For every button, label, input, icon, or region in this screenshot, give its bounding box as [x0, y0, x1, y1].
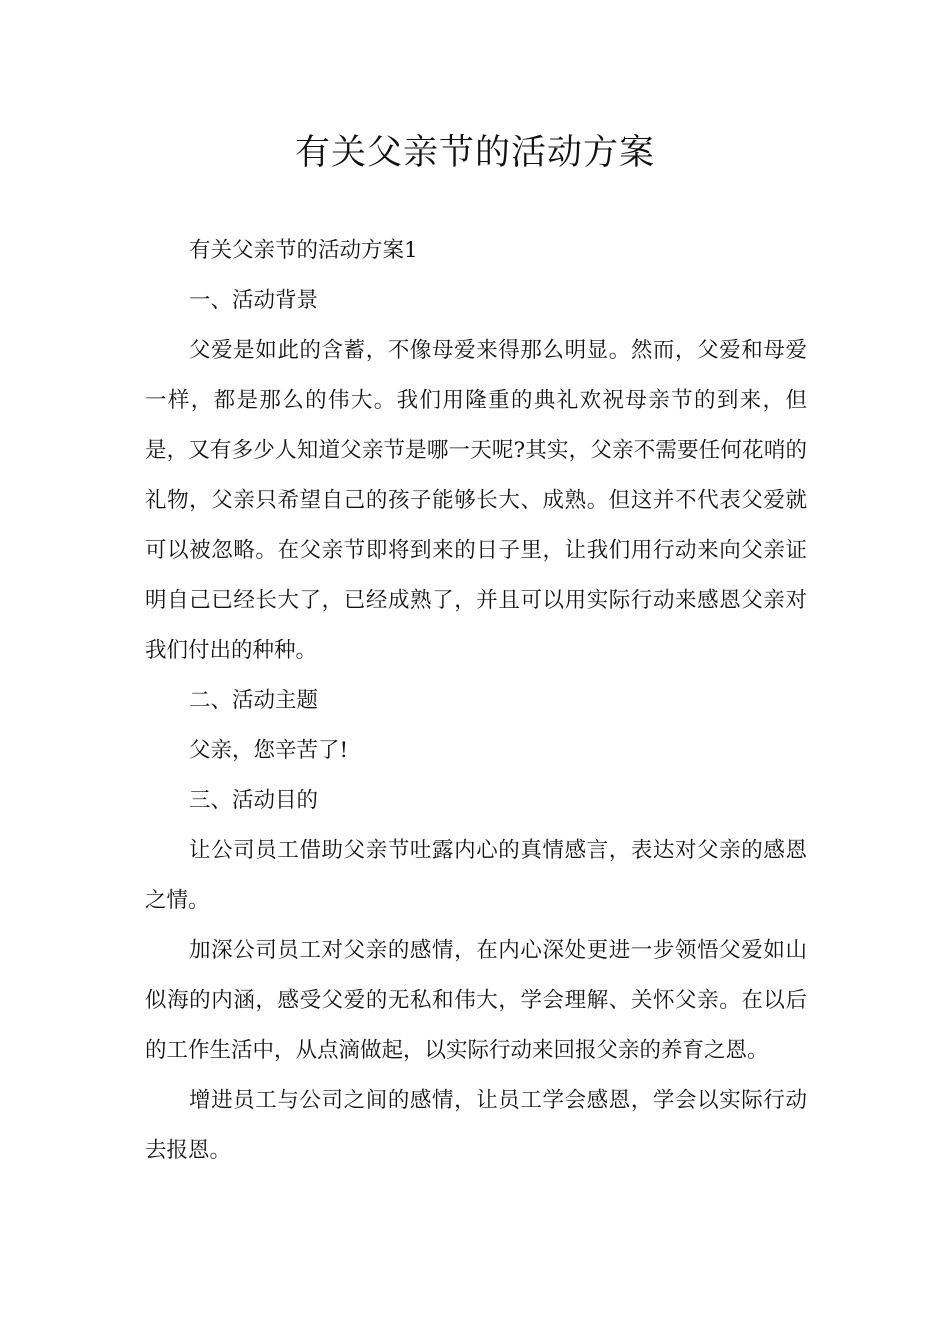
paragraph-purpose-1: 让公司员工借助父亲节吐露内心的真情感言，表达对父亲的感恩之情。: [145, 838, 807, 913]
paragraph-theme: 父亲，您辛苦了!: [189, 738, 349, 763]
paragraph-purpose-2: 加深公司员工对父亲的感情，在内心深处更进一步领悟父爱如山似海的内涵，感受父爱的无私和伟大，学会理解、关怀父亲。在以后的工作生活中，从点滴做起，以实际行动来回报父亲的养育之恩。: [145, 938, 807, 1063]
section-heading-theme: 二、活动主题: [189, 688, 319, 713]
document-title: 有关父亲节的活动方案: [294, 133, 655, 173]
section-heading-purpose: 三、活动目的: [189, 788, 319, 813]
paragraph-background: 父爱是如此的含蓄，不像母爱来得那么明显。然而，父爱和母爱一样，都是那么的伟大。我们用隆重的典礼欢祝母亲节的到来，但是，又有多少人知道父亲节是哪一天呢?其实，父亲不需要任何花哨的礼物，父亲只希望自己的孩子能够长大、成熟。但这并不代表父爱就可以被忽略。在父亲节即将到来的日子里，让我们用行动来向父亲证明自己已经长大了，已经成熟了，并且可以用实际行动来感恩父亲对我们付出的种种。: [145, 338, 807, 663]
paragraph-purpose-3: 增进员工与公司之间的感情，让员工学会感恩，学会以实际行动去报恩。: [145, 1088, 807, 1163]
document-body: [145, 226, 807, 1176]
section-heading-background: 一、活动背景: [189, 288, 319, 313]
section-heading-plan-1: 有关父亲节的活动方案1: [189, 238, 418, 263]
